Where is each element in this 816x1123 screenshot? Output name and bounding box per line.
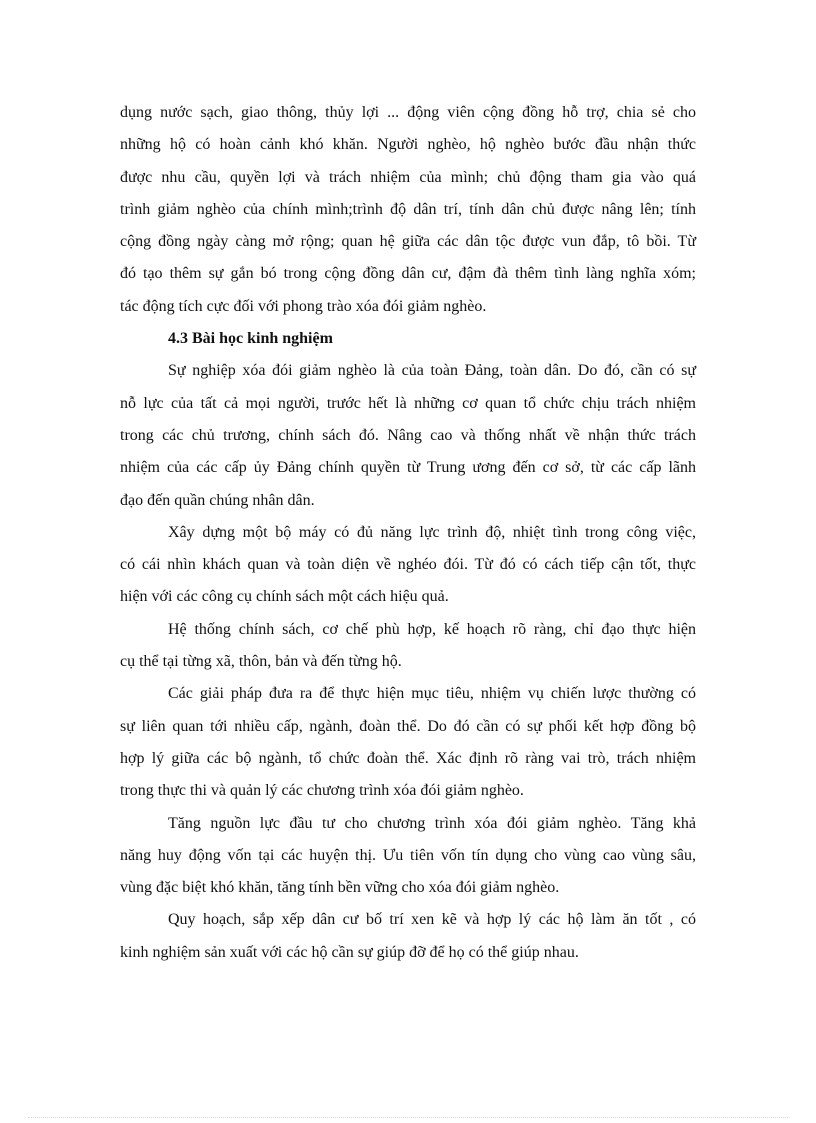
text-line: có cái nhìn khách quan và toàn diện về nghéo đói. Từ đó có cách tiếp cận tốt, thực: [120, 556, 696, 574]
text-line: trình giảm nghèo của chính mình;trình độ dân trí, tính dân chủ được nâng lên; tính: [120, 200, 696, 218]
text-line: trong thực thi và quản lý các chương trình xóa đói giảm nghèo.: [120, 782, 524, 800]
text-line: vùng đặc biệt khó khăn, tăng tính bền vững cho xóa đói giảm nghèo.: [120, 879, 560, 897]
paragraph-lesson-3: [120, 614, 696, 679]
text-line: Hệ thống chính sách, cơ chế phù hợp, kế hoạch rõ ràng, chỉ đạo thực hiện: [168, 620, 696, 638]
text-line: năng huy động vốn tại các huyện thị. Ưu tiên vốn tín dụng cho vùng cao vùng sâu,: [120, 846, 696, 864]
text-line: nhiệm của các cấp ủy Đảng chính quyền từ Trung ương đến cơ sở, từ các cấp lãnh: [120, 459, 696, 477]
section-heading: 4.3 Bài học kinh nghiệm: [168, 330, 333, 348]
text-line: những hộ có hoàn cảnh khó khăn. Người nghèo, hộ nghèo bước đầu nhận thức: [120, 136, 696, 154]
text-line: Tăng nguồn lực đầu tư cho chương trình xóa đói giảm nghèo. Tăng khả: [168, 814, 696, 832]
text-line: dụng nước sạch, giao thông, thủy lợi ... động viên cộng đồng hỗ trợ, chia sẻ cho: [120, 104, 696, 121]
text-line: cụ thể tại từng xã, thôn, bản và đến từng hộ.: [120, 653, 402, 671]
text-line: đó tạo thêm sự gắn bó trong cộng đồng dân cư, đậm đà thêm tình làng nghĩa xóm;: [120, 265, 696, 283]
document-body: [120, 97, 696, 969]
text-line: Các giải pháp đưa ra để thực hiện mục tiêu, nhiệm vụ chiến lược thường có: [168, 685, 696, 703]
paragraph-lesson-1: [120, 355, 696, 516]
text-line: sự liên quan tới nhiều cấp, ngành, đoàn thể. Do đó cần có sự phối kết hợp đồng bộ: [120, 717, 696, 735]
text-line: trong các chủ trương, chính sách đó. Nâng cao và thống nhất về nhận thức trách: [120, 426, 696, 444]
paragraph-intro: [120, 97, 696, 323]
text-line: được nhu cầu, quyền lợi và trách nhiệm của mình; chủ động tham gia vào quá: [120, 168, 696, 186]
text-line: kinh nghiệm sản xuất với các hộ cần sự giúp đỡ để họ có thể giúp nhau.: [120, 943, 579, 961]
paragraph-lesson-5: [120, 808, 696, 905]
text-line: Quy hoạch, sắp xếp dân cư bố trí xen kẽ và hợp lý các hộ làm ăn tốt , có: [168, 911, 696, 929]
page-bottom-divider: [28, 1117, 788, 1118]
text-line: nỗ lực của tất cả mọi người, trước hết là những cơ quan tổ chức chịu trách nhiệm: [120, 394, 696, 412]
text-line: tác động tích cực đối với phong trào xóa đói giảm nghèo.: [120, 297, 487, 315]
text-line: Sự nghiệp xóa đói giảm nghèo là của toàn Đảng, toàn dân. Do đó, cần có sự: [168, 362, 696, 380]
text-line: đạo đến quần chúng nhân dân.: [120, 491, 315, 509]
paragraph-lesson-2: [120, 517, 696, 614]
text-line: hiện với các công cụ chính sách một cách hiệu quả.: [120, 588, 449, 606]
text-line: Xây dựng một bộ máy có đủ năng lực trình độ, nhiệt tình trong công việc,: [168, 523, 696, 541]
paragraph-lesson-6: [120, 904, 696, 969]
text-line: hợp lý giữa các bộ ngành, tổ chức đoàn thể. Xác định rõ ràng vai trò, trách nhiệm: [120, 749, 696, 767]
text-line: cộng đồng ngày càng mở rộng; quan hệ giữa các dân tộc được vun đắp, tô bồi. Từ: [120, 233, 696, 251]
paragraph-lesson-4: [120, 678, 696, 807]
